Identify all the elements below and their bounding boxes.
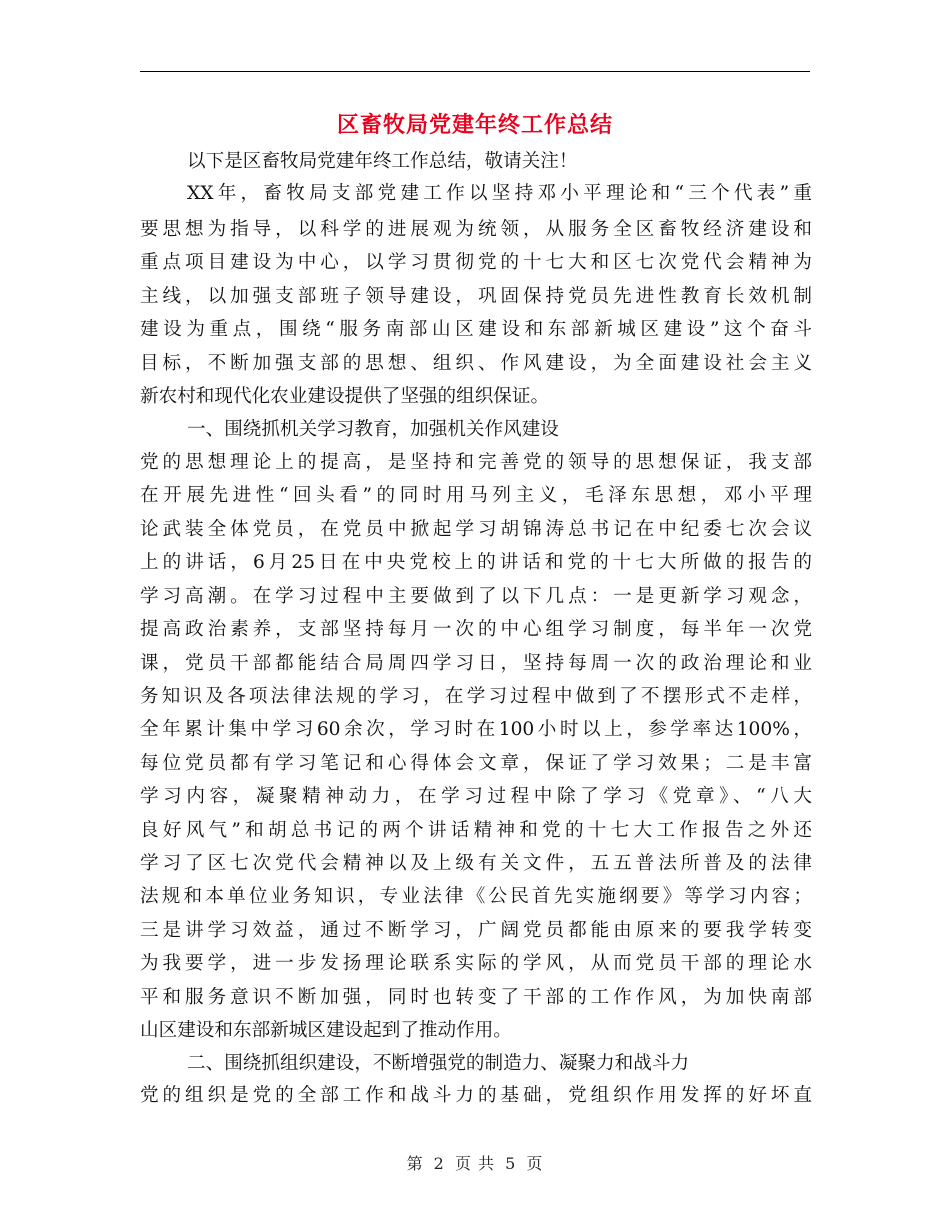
footer-page-number: 2 bbox=[433, 1154, 445, 1173]
paragraph-line: 在开展先进性“回头看”的同时用马列主义，毛泽东思想，邓小平理 bbox=[140, 485, 812, 506]
paragraph-line: 学习高潮。在学习过程中主要做到了以下几点：一是更新学习观念， bbox=[140, 586, 812, 607]
paragraph-line: 全年累计集中学习60余次，学习时在100小时以上，参学率达100%， bbox=[140, 719, 812, 740]
header-rule bbox=[140, 71, 810, 72]
paragraph-line: 主线，以加强支部班子领导建设，巩固保持党员先进性教育长效机制 bbox=[140, 286, 812, 307]
paragraph-line: 每位党员都有学习笔记和心得体会文章，保证了学习效果；二是丰富 bbox=[140, 753, 812, 774]
paragraph-line: 平和服务意识不断加强，同时也转变了干部的工作作风，为加快南部 bbox=[140, 987, 812, 1008]
paragraph-line: 重点项目建设为中心，以学习贯彻党的十七大和区七次党代会精神为 bbox=[140, 252, 812, 273]
paragraph-line: 党的组织是党的全部工作和战斗力的基础，党组织作用发挥的好坏直 bbox=[140, 1085, 812, 1106]
paragraph-line: 学习内容，凝聚精神动力，在学习过程中除了学习《党章》、“八大 bbox=[140, 786, 812, 807]
document-title: 区畜牧局党建年终工作总结 bbox=[336, 112, 613, 138]
paragraph-line: 山区建设和东部新城区建设起到了推动作用。 bbox=[140, 1020, 512, 1041]
footer-middle: 页 共 bbox=[454, 1154, 496, 1173]
paragraph-line: 学习了区七次党代会精神以及上级有关文件，五五普法所普及的法律 bbox=[140, 853, 812, 874]
footer-suffix: 页 bbox=[526, 1154, 544, 1173]
paragraph-line: 党的思想理论上的提高，是坚持和完善党的领导的思想保证，我支部 bbox=[140, 452, 812, 473]
paragraph-line: 三是讲学习效益，通过不断学习，广阔党员都能由原来的要我学转变 bbox=[140, 920, 812, 941]
section-heading: 一、围绕抓机关学习教育，加强机关作风建设 bbox=[187, 419, 559, 440]
paragraph-line: 上的讲话，6月25日在中央党校上的讲话和党的十七大所做的报告的 bbox=[140, 552, 812, 573]
page-footer bbox=[0, 1152, 950, 1176]
paragraph-line: 为我要学，进一步发扬理论联系实际的学风，从而党员干部的理论水 bbox=[140, 953, 812, 974]
paragraph-line: 以下是区畜牧局党建年终工作总结，敬请关注！ bbox=[187, 151, 578, 172]
footer-total-pages: 5 bbox=[505, 1154, 517, 1173]
paragraph-line: 论武装全体党员，在党员中掀起学习胡锦涛总书记在中纪委七次会议 bbox=[140, 519, 812, 540]
section-heading: 二、围绕抓组织建设，不断增强党的制造力、凝聚力和战斗力 bbox=[187, 1053, 690, 1074]
paragraph-line: 新农村和现代化农业建设提供了坚强的组织保证。 bbox=[140, 386, 550, 407]
paragraph-line: 建设为重点，围绕“服务南部山区建设和东部新城区建设”这个奋斗 bbox=[140, 319, 812, 340]
paragraph-line: 课，党员干部都能结合局周四学习日，坚持每周一次的政治理论和业 bbox=[140, 653, 812, 674]
paragraph-line: XX年，畜牧局支部党建工作以坚持邓小平理论和“三个代表”重 bbox=[187, 183, 812, 204]
paragraph-line: 法规和本单位业务知识，专业法律《公民首先实施纲要》等学习内容； bbox=[140, 886, 812, 907]
paragraph-line: 提高政治素养，支部坚持每月一次的中心组学习制度，每半年一次党 bbox=[140, 619, 812, 640]
paragraph-line: 务知识及各项法律法规的学习，在学习过程中做到了不摆形式不走样， bbox=[140, 686, 812, 707]
paragraph-line: 良好风气”和胡总书记的两个讲话精神和党的十七大工作报告之外还 bbox=[140, 820, 812, 841]
paragraph-line: 目标，不断加强支部的思想、组织、作风建设，为全面建设社会主义 bbox=[140, 353, 812, 374]
paragraph-line: 要思想为指导，以科学的进展观为统领，从服务全区畜牧经济建设和 bbox=[140, 219, 812, 240]
footer-prefix: 第 bbox=[406, 1154, 424, 1173]
